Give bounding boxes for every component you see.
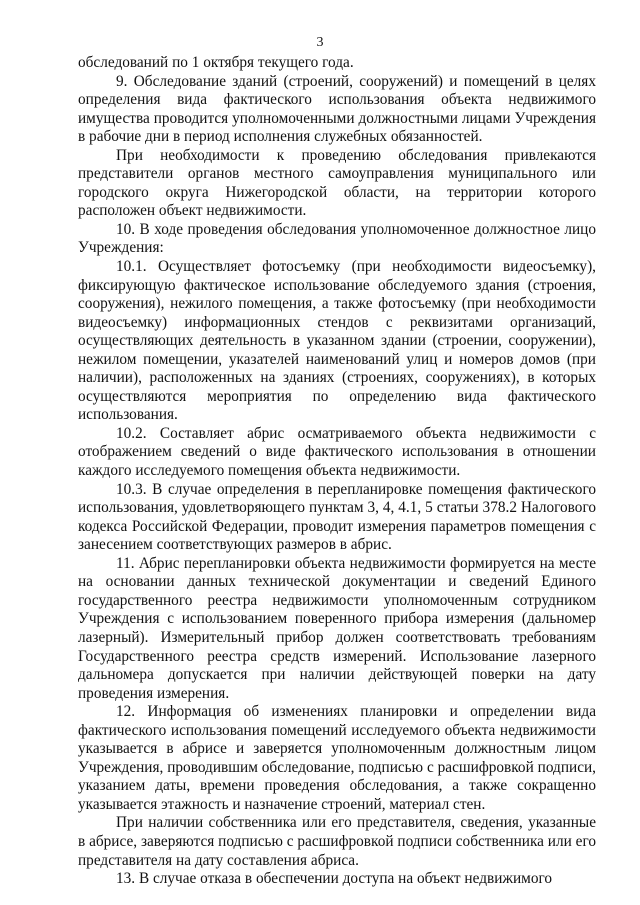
paragraph-13: 13. В случае отказа в обеспечении доступа на объект недвижимого <box>116 870 553 888</box>
paragraph-9-representatives: При необходимости к проведению обследования привлекаются представители органов местного самоуправления муниципального или городского округа Нижегородской области, на территории которого расположен объект недвижимости. <box>78 146 596 220</box>
paragraph-10: 10. В ходе проведения обследования уполномоченное должностное лицо Учреждения: <box>78 220 596 257</box>
paragraph-11: 11. Абрис перепланировки объекта недвижимости формируется на месте на основании данных технической документации и сведений Единого государственного реестра недвижимости уполномоченным сотрудником Учреждения с использованием поверенного прибора измерения (дальномер лазерный). Измерительный прибор должен соответствовать требованиям Государственного реестра средств измерений. Использование лазерного дальномера допускается при наличии действующей поверки на дату проведения измерения. <box>78 554 596 702</box>
paragraph-10-2: 10.2. Составляет абрис осматриваемого объекта недвижимости с отображением сведений о виде фактического использования в отношении каждого исследуемого помещения объекта недвижимости. <box>78 424 596 480</box>
paragraph-12: 12. Информация об изменениях планировки и определении вида фактического использования помещений исследуемого объекта недвижимости указывается в абрисе и заверяется уполномоченным должностным лицом Учреждения, проводившим обследование, подписью с расшифровкой подписи, указанием даты, времени проведения обследования, а также сокращенно указывается этажность и назначение строений, материал стен. <box>78 703 596 813</box>
paragraph-12-owner: При наличии собственника или его представителя, сведения, указанные в абрисе, заверяются подписью с расшифровкой подписи собственника или его представителя на дату составления абриса. <box>78 814 596 869</box>
paragraph-9: 9. Обследование зданий (строений, сооружений) и помещений в целях определения вида фактического использования объекта недвижимого имущества проводится уполномоченными должностными лицами Учреждения в рабочие дни в период исполнения служебных обязанностей. <box>78 72 596 146</box>
paragraph-10-1: 10.1. Осуществляет фотосъемку (при необходимости видеосъемку), фиксирующую фактическое использование обследуемого здания (строения, сооружения), нежилого помещения, а также фотосъемку (при необходимости видеосъемку) информационных стендов с реквизитами организаций, осуществляющих деятельность в указанном здании (строении, сооружении), нежилом помещении, указателей наименований улиц и номеров домов (при наличии), расположенных на зданиях (строениях, сооружениях), в которых осуществляются мероприятия по определению вида фактического использования. <box>78 258 596 424</box>
document-body <box>78 54 596 889</box>
page-number: 3 <box>316 35 324 50</box>
paragraph-continuation: обследований по 1 октября текущего года. <box>78 54 354 71</box>
paragraph-10-3: 10.3. В случае определения в перепланировке помещения фактического использования, удовлетворяющего пунктам 3, 4, 4.1, 5 статьи 378.2 Налогового кодекса Российской Федерации, проводит измерения параметров помещения с занесением соответствующих размеров в абрис. <box>78 480 596 554</box>
